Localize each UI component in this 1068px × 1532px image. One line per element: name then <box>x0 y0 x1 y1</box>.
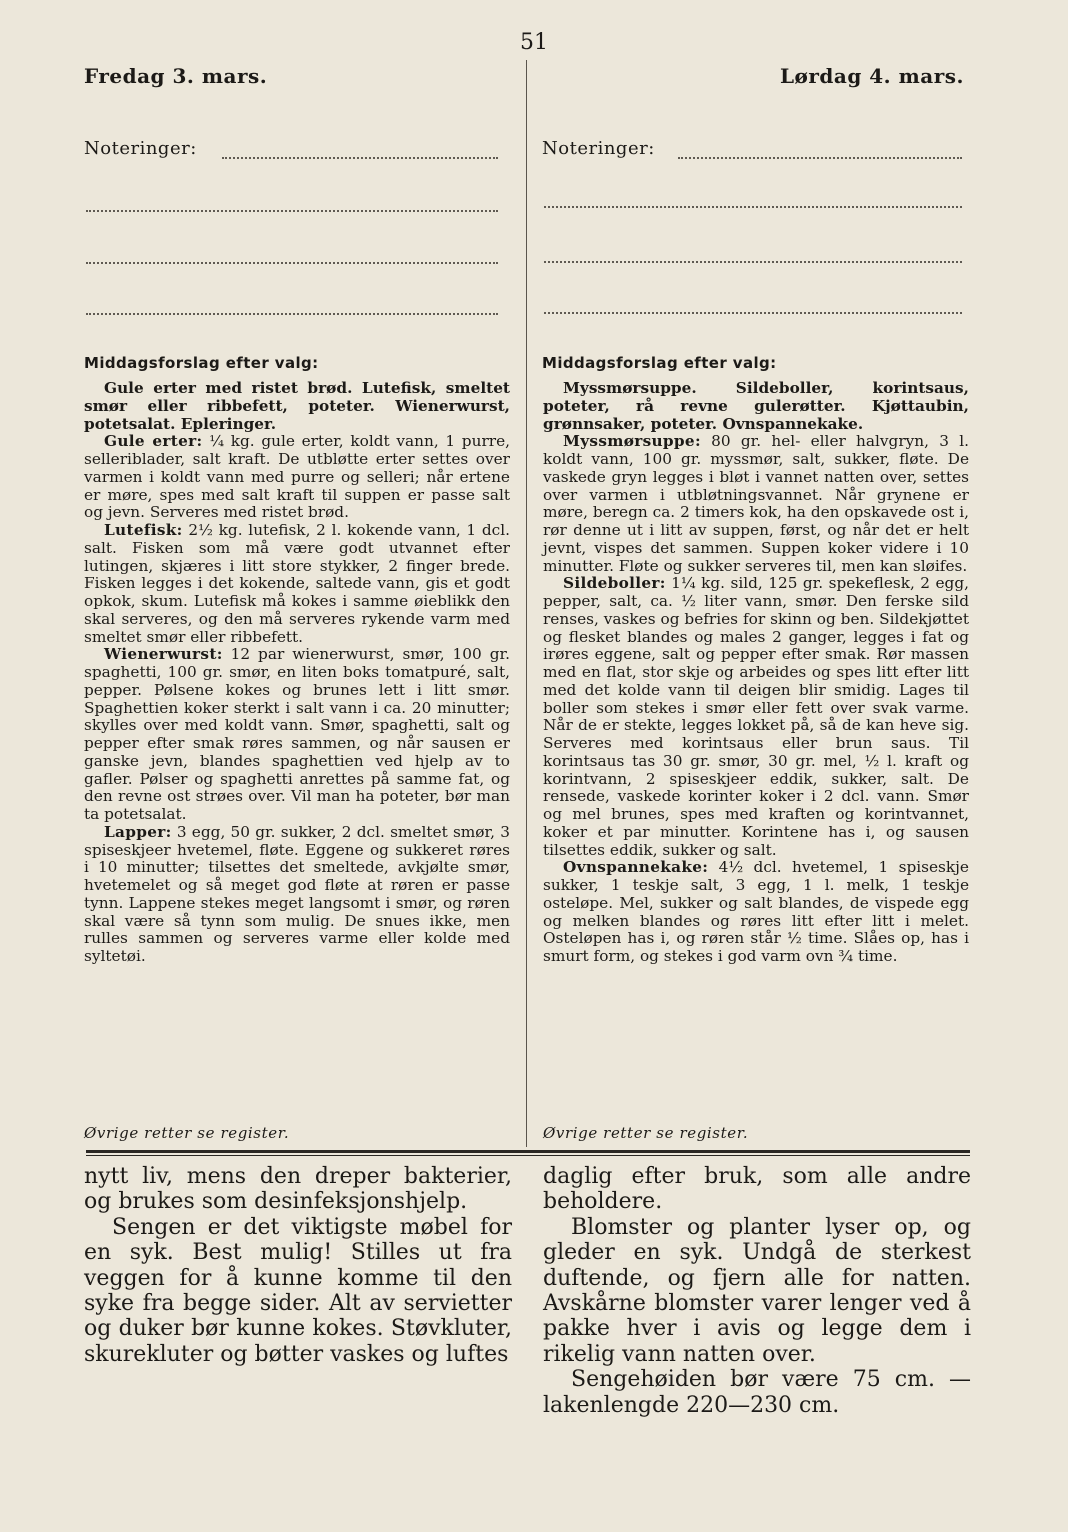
recipe-label: Myssmørsuppe: <box>563 432 701 451</box>
dinner-suggestions-heading-right: Middagsforslag efter valg: <box>542 354 777 372</box>
article-paragraph: Blomster og planter lyser op, og gleder en syk. Undgå de sterkest duftende, og fjern alle for natten. Avskårne blomster varer lenger ved å pakke hver i avis og legge dem i rikelig vann natten over. <box>543 1214 971 1367</box>
notes-label-text: Noteringer: <box>84 138 197 159</box>
article-text-right <box>543 1164 971 1418</box>
notes-line <box>544 259 962 263</box>
dinner-suggestions-heading-left: Middagsforslag efter valg: <box>84 354 319 372</box>
recipe-entry <box>84 646 510 824</box>
notes-label-text: Noteringer: <box>542 138 655 159</box>
recipe-text: 80 gr. hel- eller halvgryn, 3 l. koldt vann, 100 gr. myssmør, salt, sukker, fløte. De vaskede gryn legges i bløt i vannet natten over, settes over varmen i utbløtningsvannet. Når grynene er møre, beregn ca. 2 timers kok, ha den opskavede ost i, rør denne ut i litt av suppen, først, og når det er helt jevnt, vispes det sammen. Suppen koker videre i 10 minutter. Fløte og sukker serveres til, men kan sløifes. <box>543 432 969 575</box>
menu-summary: Myssmørsuppe. Sildeboller, korintsaus, poteter, rå revne gulerøtter. Kjøttaubin, grønnsaker, poteter. Ovnspannekake. <box>543 379 969 433</box>
article-text-left <box>84 1164 512 1367</box>
recipe-label: Wienerwurst: <box>104 645 223 664</box>
column-divider <box>526 60 527 1147</box>
notes-line <box>544 310 962 314</box>
recipe-entry <box>84 522 510 646</box>
recipe-text: 1¼ kg. sild, 125 gr. spekeflesk, 2 egg, pepper, salt, ca. ½ liter vann, smør. Den ferske sild renses, vaskes og befries for skinn og ben. Sildekjøttet og flesket blandes og males 2 ganger, legges i fat og irøres eggene, salt og pepper efter smak. Rør massen med en flat, stor skje og arbeides og spes litt efter litt med det kolde vann til deigen blir smidig. Lages til boller som stekes i smør eller fett over svak varme. Når de er stekte, legges lokket på, så de kan heve sig. Serveres med korintsaus eller brun saus. Til korintsaus tas 30 gr. smør, 30 gr. mel, ½ l. kraft og korintvann, 2 spiseskjeer eddik, sukker, salt. De rensede, vaskede korinter koker i 2 dcl. vann. Smør og mel brunes, spes med kraften og korintvannet, koker et par minutter. Korintene has i, og sausen tilsettes eddik, sukker og salt. <box>543 574 969 859</box>
recipe-label: Lutefisk: <box>104 521 183 539</box>
notes-line <box>86 260 498 264</box>
notes-line <box>222 155 498 159</box>
notes-label-right <box>542 138 655 159</box>
recipe-entry <box>84 824 510 966</box>
section-rule-thin <box>86 1155 970 1156</box>
recipe-label: Ovnspannekake: <box>563 858 709 877</box>
recipe-text: 12 par wienerwurst, smør, 100 gr. spaghetti, 100 gr. smør, en liten boks tomatpuré, salt, pepper. Pølsene kokes og brunes lett i litt smør. Spaghettien koker sterkt i salt vann i ca. 20 minutter; skylles over med koldt vann. Smør, spaghetti, salt og pepper efter smak røres sammen, og når sausen er ganske jevn, blandes spaghettien ved hjelp av to gafler. Pølser og spaghetti anrettes på samme fat, og den revne ost strøes over. Vil man ha poteter, bør man ta potetsalat. <box>84 645 510 823</box>
notes-line <box>86 311 498 315</box>
recipe-label: Gule erter: <box>104 432 203 451</box>
notes-line <box>86 208 498 212</box>
article-paragraph: Sengen er det viktigste møbel for en syk. Best mulig! Stilles ut fra veggen for å kunne komme til den syke fra begge sider. Alt av servietter og duker bør kunne kokes. Støvkluter, skurekluter og bøtter vaskes og luftes <box>84 1214 512 1367</box>
article-paragraph: nytt liv, mens den dreper bakterier, og brukes som desinfeksjonshjelp. <box>84 1164 512 1215</box>
recipe-text: 3 egg, 50 gr. sukker, 2 dcl. smeltet smør, 3 spiseskjeer hvetemel, fløte. Eggene og sukkeret røres i 10 minutter; tilsettes det smeltede, avkjølte smør, hvetemelet og så meget god fløte at røren er passe tynn. Lappene stekes meget langsomt i smør, og røren skal være så tynn som mulig. De snues ikke, men rulles sammen og serveres varme eller kolde med syltetøi. <box>84 822 510 965</box>
register-reference-right: Øvrige retter se register. <box>543 1124 749 1142</box>
article-paragraph: daglig efter bruk, som alle andre beholdere. <box>543 1164 971 1215</box>
recipe-column-right <box>543 380 969 966</box>
recipe-entry <box>543 859 969 966</box>
recipe-label: Lapper: <box>104 822 172 841</box>
notes-line <box>544 204 962 208</box>
day-header-friday: Fredag 3. mars. <box>84 64 268 88</box>
register-reference-left: Øvrige retter se register. <box>84 1124 290 1142</box>
recipe-entry <box>84 433 510 522</box>
notes-label-left <box>84 138 197 159</box>
section-rule <box>86 1150 970 1153</box>
recipe-entry <box>543 575 969 859</box>
recipe-label: Sildeboller: <box>563 574 666 593</box>
recipe-column-left <box>84 380 510 966</box>
article-paragraph: Sengehøiden bør være 75 cm. — lakenlengde 220—230 cm. <box>543 1367 971 1418</box>
recipe-text: ¼ kg. gule erter, koldt vann, 1 purre, selleriblader, salt kraft. De utbløtte erter settes over varmen i koldt vann med purre og selleri; når ertene er møre, spes med salt kraft til suppen er passe salt og jevn. Serveres med ristet brød. <box>84 432 510 522</box>
page-number: 51 <box>520 30 548 55</box>
day-header-saturday: Lørdag 4. mars. <box>779 64 964 88</box>
recipe-entry <box>543 433 969 575</box>
recipe-text: 2½ kg. lutefisk, 2 l. kokende vann, 1 dcl. salt. Fisken som må være godt utvannet efter lutingen, skjæres i litt store stykker, 2 finger brede. Fisken legges i det kokende, saltede vann, gis et godt opkok, skum. Lutefisk må kokes i samme øieblikk den skal serveres, og den må serveres rykende varm med smeltet smør eller ribbefett. <box>84 521 510 646</box>
recipe-text: 4½ dcl. hvetemel, 1 spiseskje sukker, 1 teskje salt, 3 egg, 1 l. melk, 1 teskje osteløpe. Mel, sukker og salt blandes, de vispede egg og melken blandes og røres litt efter litt i melet. Osteløpen has i, og røren står ½ time. Slåes op, has i smurt form, og stekes i god varm ovn ¾ time. <box>543 858 969 965</box>
menu-summary: Gule erter med ristet brød. Lutefisk, smeltet smør eller ribbefett, poteter. Wienerwurst, potetsalat. Epleringer. <box>84 379 510 433</box>
notes-line <box>678 155 962 159</box>
